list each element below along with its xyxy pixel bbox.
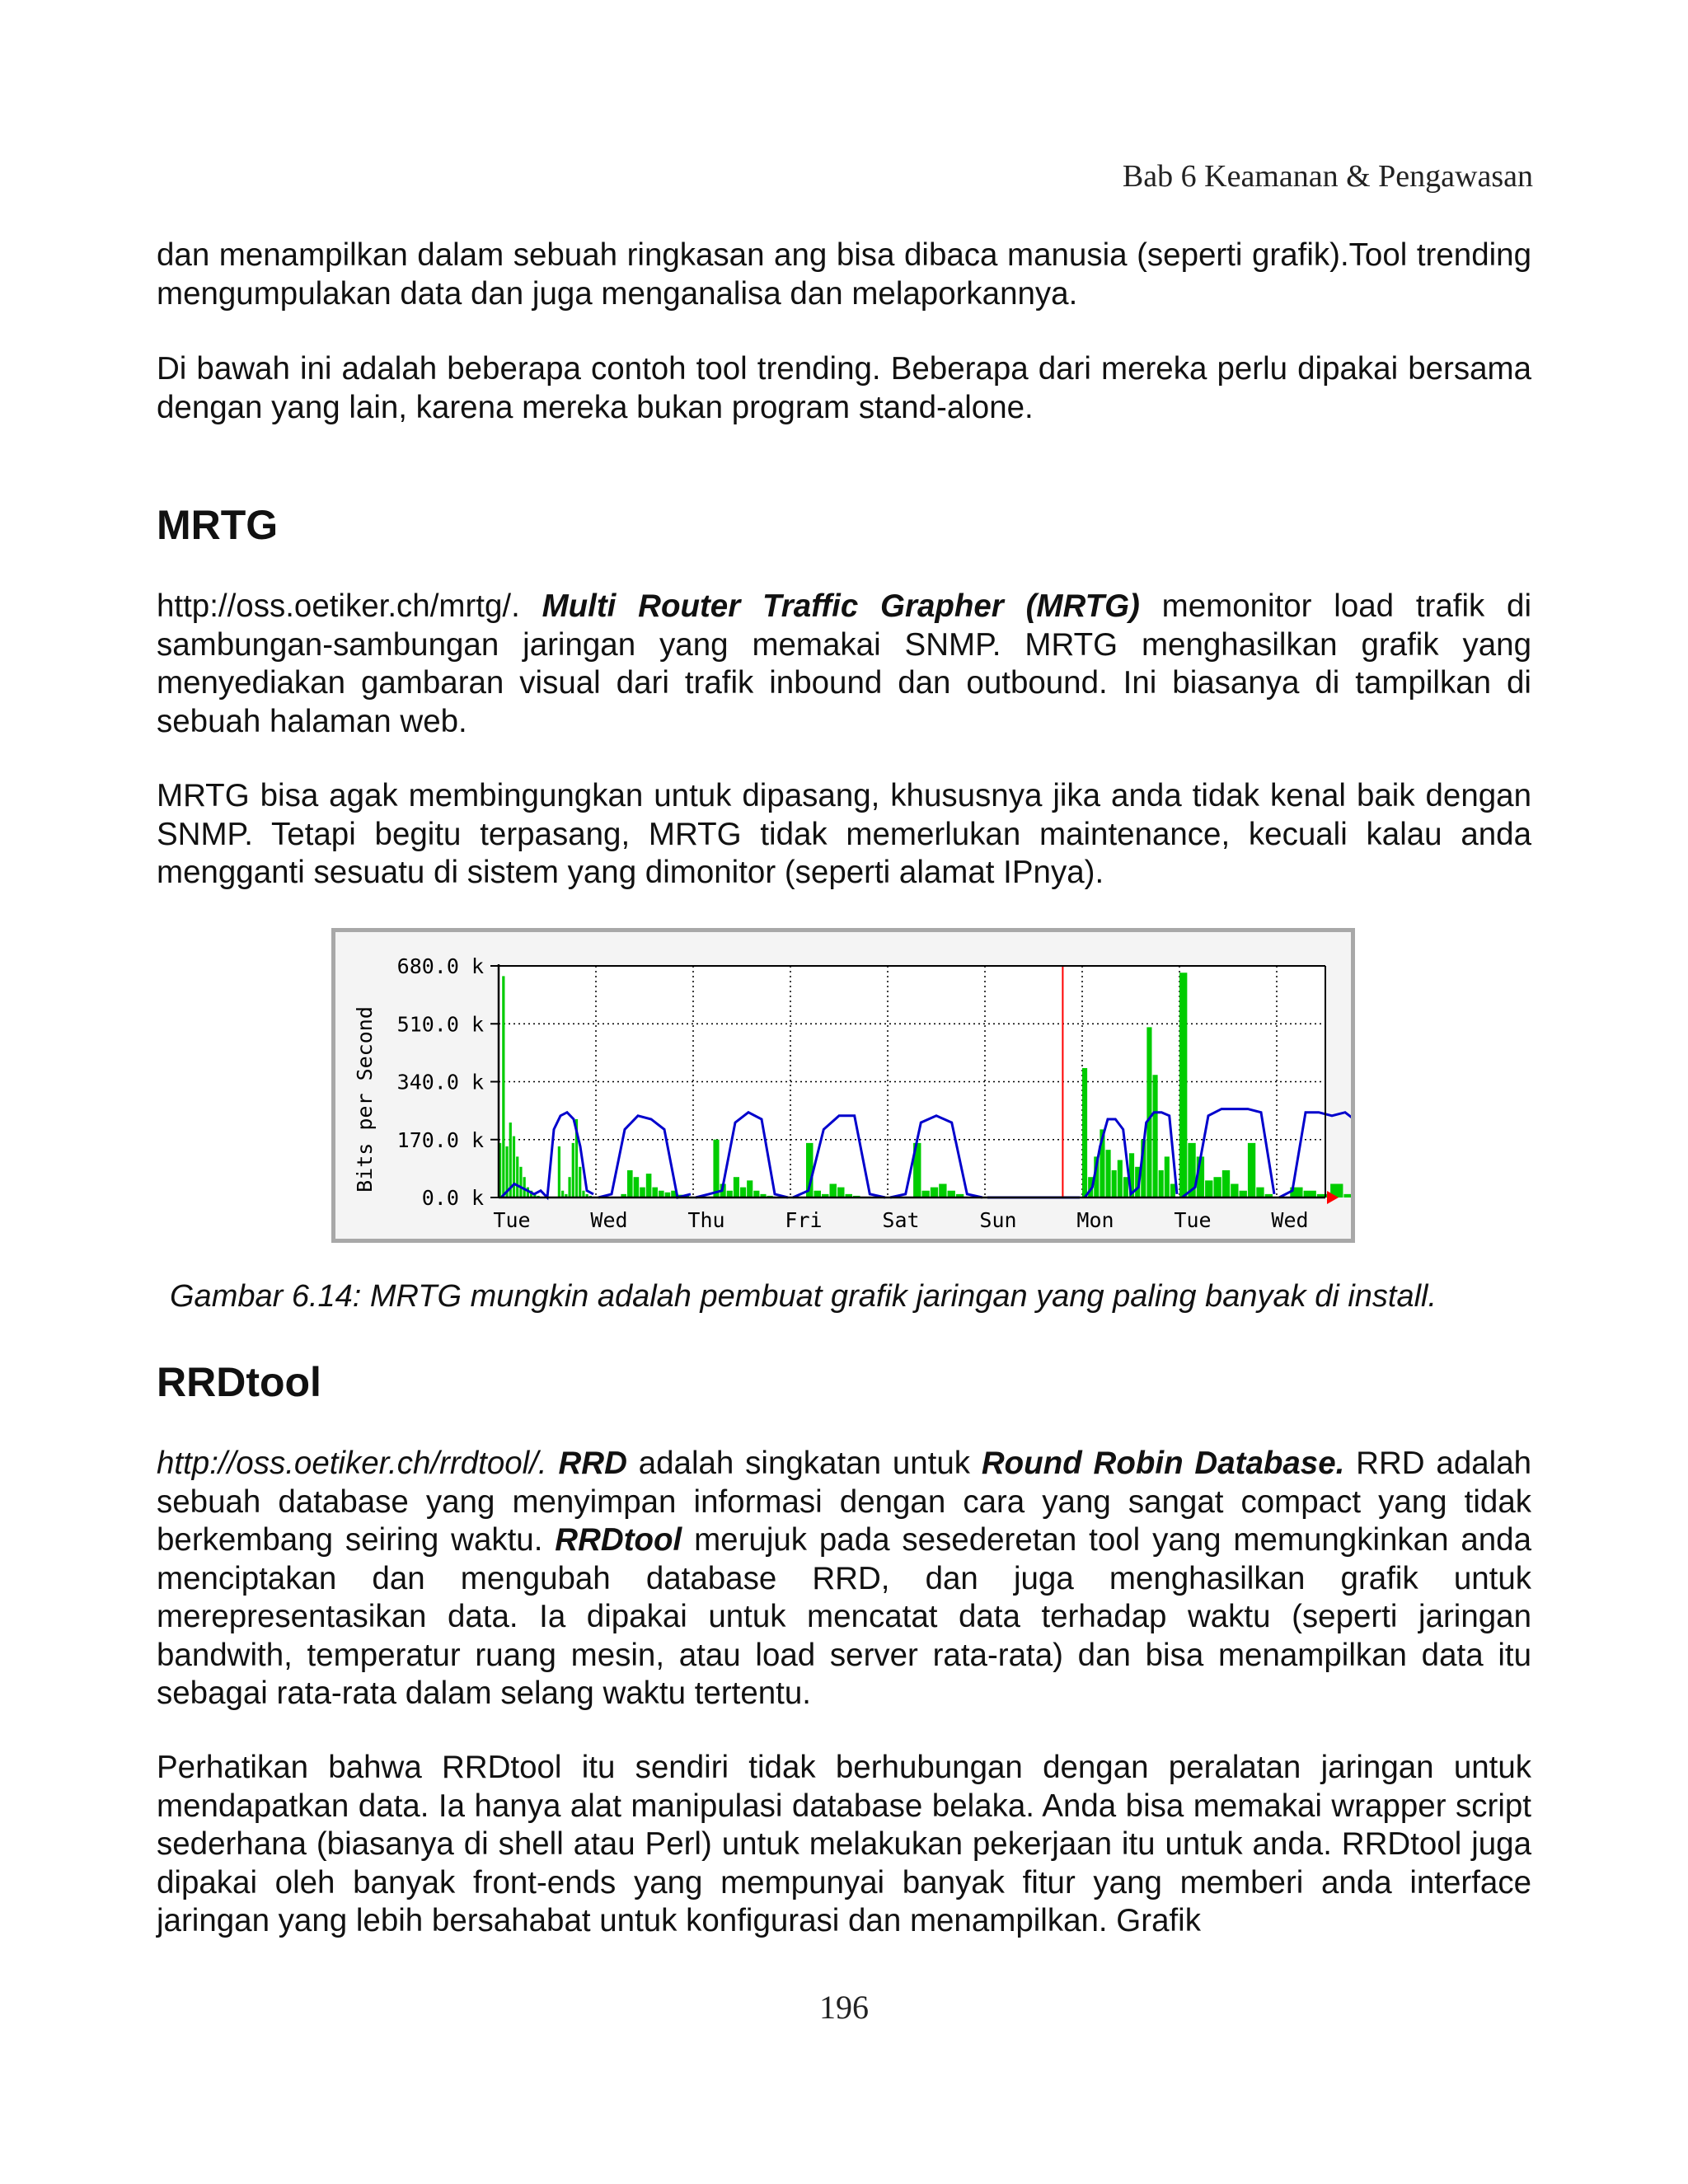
rrd-text-1: adalah singkatan untuk xyxy=(638,1446,970,1481)
paragraph-intro: dan menampilkan dalam sebuah ringkasan ang bisa dibaca manusia (seperti grafik).Tool trending mengumpulakan data dan juga menganalisa dan melaporkannya. xyxy=(157,237,1531,312)
inbound-bar xyxy=(1179,972,1187,1197)
inbound-bar xyxy=(939,1183,946,1197)
mrtg-chart xyxy=(331,928,1355,1243)
inbound-bar xyxy=(652,1188,658,1197)
inbound-bar xyxy=(502,976,504,1197)
inbound-bar xyxy=(1213,1177,1221,1197)
y-tick-label: 340.0 k xyxy=(396,1070,484,1094)
inbound-bar xyxy=(627,1170,633,1197)
inbound-bar xyxy=(513,1137,515,1197)
page-number: 196 xyxy=(819,1989,869,2026)
inbound-bar xyxy=(1146,1027,1151,1197)
inbound-bar xyxy=(837,1188,845,1197)
inbound-bar xyxy=(1170,1183,1175,1197)
inbound-bar xyxy=(1106,1150,1111,1197)
paragraph-mrtg-2: MRTG bisa agak membingungkan untuk dipasang, khususnya jika anda tidak kenal baik dengan SNMP. Tetapi begitu terpasang, MRTG tidak memerlukan maintenance, kecuali kalau anda mengganti sesuatu di sistem yang dimonitor (seperti alamat IPnya). xyxy=(157,778,1531,890)
inbound-bar xyxy=(1222,1170,1230,1197)
inbound-bar xyxy=(931,1188,938,1197)
inbound-bar xyxy=(1118,1160,1123,1197)
x-tick-label: Tue xyxy=(493,1208,531,1232)
inbound-bar xyxy=(1112,1170,1117,1197)
inbound-bar xyxy=(640,1188,645,1197)
y-tick-label: 0.0 k xyxy=(421,1186,484,1210)
x-tick-label: Thu xyxy=(687,1208,725,1232)
x-tick-label: Fri xyxy=(785,1208,823,1232)
x-tick-label: Wed xyxy=(590,1208,628,1232)
x-tick-label: Sun xyxy=(979,1208,1017,1232)
inbound-bar xyxy=(1123,1177,1128,1197)
x-tick-label: Mon xyxy=(1076,1208,1114,1232)
inbound-bar xyxy=(558,1146,560,1197)
x-tick-label: Wed xyxy=(1271,1208,1309,1232)
heading-rrdtool: RRDtool xyxy=(157,1359,321,1405)
inbound-bar xyxy=(1205,1180,1212,1197)
heading-mrtg: MRTG xyxy=(157,502,279,548)
inbound-bar xyxy=(646,1174,652,1197)
inbound-bar xyxy=(713,1140,719,1197)
rrd-term: RRD xyxy=(558,1446,627,1481)
inbound-bar xyxy=(634,1177,640,1197)
rrd-text-3: merujuk pada sesederetan tool yang memungkinkan anda menciptakan dan mengubah database RRD, dan juga menghasilkan grafik untuk merepresentasikan data. Ia dipakai untuk mencatat data terhadap waktu (seperti jaringan bandwith, temperatur ruang mesin, atau load server rata-rata) dan bisa menampilkan data itu sebagai rata-rata dalam selang waktu tertentu. xyxy=(157,1522,1531,1711)
running-header: Bab 6 Keamanan & Pengawasan xyxy=(1122,159,1533,194)
round-robin-term: Round Robin Database. xyxy=(981,1446,1345,1481)
mrtg-name: Multi Router Traffic Grapher (MRTG) xyxy=(542,588,1140,624)
inbound-bar xyxy=(747,1180,753,1197)
mrtg-url: http://oss.oetiker.ch/mrtg/. xyxy=(157,588,520,624)
paragraph-rrdtool-2: Perhatikan bahwa RRDtool itu sendiri tidak berhubungan dengan peralatan jaringan untuk mendapatkan data. Ia hanya alat manipulasi database belaka. Anda bisa memakai wrapper script sederhana (biasanya di shell atau Perl) untuk melakukan pekerjaan itu untuk anda. RRDtool juga dipakai oleh banyak front-ends yang mempunyai banyak fitur yang memberi anda interface jaringan yang lebih bersahabat untuk konfigurasi dan menampilkan. Grafik xyxy=(157,1750,1531,1938)
inbound-bar xyxy=(1343,1194,1351,1197)
inbound-bar xyxy=(516,1156,518,1197)
mrtg-chart-svg xyxy=(335,932,1351,1239)
paragraph-mrtg-1 xyxy=(157,588,1531,741)
mrtg-description: memonitor load trafik di sambungan-sambungan jaringan yang memakai SNMP. MRTG menghasilkan grafik yang menyediakan gambaran visual dari trafik inbound dan outbound. Ini biasanya di tampilkan di sebuah halaman web. xyxy=(157,588,1532,739)
x-tick-label: Tue xyxy=(1174,1208,1212,1232)
x-tick-label: Sat xyxy=(882,1208,920,1232)
paragraph-rrdtool-1 xyxy=(157,1445,1531,1713)
inbound-bar xyxy=(830,1183,837,1197)
inbound-bar xyxy=(519,1167,522,1197)
inbound-bar xyxy=(1165,1156,1170,1197)
inbound-bar xyxy=(568,1177,570,1197)
inbound-bar xyxy=(734,1177,739,1197)
inbound-bar xyxy=(1256,1188,1264,1197)
inbound-bar xyxy=(1153,1075,1158,1197)
inbound-bar xyxy=(1082,1068,1087,1197)
y-tick-label: 170.0 k xyxy=(396,1127,484,1152)
y-tick-label: 680.0 k xyxy=(396,954,484,978)
inbound-bar xyxy=(579,1167,581,1197)
rrd-text-2: RRD adalah sebuah database yang menyimpan informasi dengan cara yang sangat compact yang tidak berkembang seiring waktu. xyxy=(157,1446,1532,1558)
rrdtool-url: http://oss.oetiker.ch/rrdtool/. xyxy=(157,1446,547,1481)
y-axis-label: Bits per Second xyxy=(353,1006,377,1193)
figure-caption: Gambar 6.14: MRTG mungkin adalah pembuat grafik jaringan yang paling banyak di install. xyxy=(170,1279,1437,1314)
y-tick-label: 510.0 k xyxy=(396,1012,484,1037)
inbound-bar xyxy=(1248,1143,1255,1197)
paragraph-tools: Di bawah ini adalah beberapa contoh tool trending. Beberapa dari mereka perlu dipakai bersama dengan yang lain, karena mereka bukan program stand-alone. xyxy=(157,351,1531,425)
inbound-bar xyxy=(1159,1170,1164,1197)
inbound-bar xyxy=(740,1188,746,1197)
rrdtool-term: RRDtool xyxy=(555,1522,682,1558)
inbound-bar xyxy=(1231,1183,1238,1197)
inbound-bar xyxy=(572,1143,574,1197)
